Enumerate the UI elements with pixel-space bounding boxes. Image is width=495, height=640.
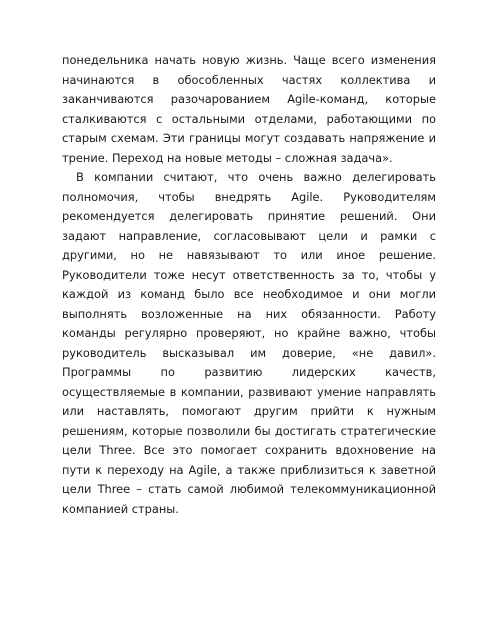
paragraph-continuation: понедельника начать новую жизнь. Чаще всего изменения начинаются в обособленных частях коллектива и заканчиваются разочарованием Agile-команд, которые сталкиваются с остальными отделами, работающими по старым схемам. Эти границы могут создавать напряжение и трение. Переход на новые методы – сложная задача».: [62, 53, 436, 165]
body-text: [62, 51, 436, 519]
paragraph-delegation: В компании считают, что очень важно делегировать полномочия, чтобы внедрять Agile. Руководителям рекомендуется делегировать принятие решений. Они задают направление, согласовывают цели и рамки с другими, но не навязывают то или иное решение. Руководители тоже несут ответственность за то, чтобы у каждой из команд было все необходимое и они могли выполнять возложенные на них обязанности. Работу команды регулярно проверяют, но крайне важно, чтобы руководитель высказывал им доверие, «не давил». Программы по развитию лидерских качеств, осуществляемые в компании, развивают умение направлять или наставлять, помогают другим прийти к нужным решениям, которые позволили бы достигать стратегические цели Three. Все это помогает сохранить вдохновение на пути к переходу на Agile, а также приблизиться к заветной цели Three – стать самой любимой телекоммуникационной компанией страны.: [62, 170, 436, 516]
